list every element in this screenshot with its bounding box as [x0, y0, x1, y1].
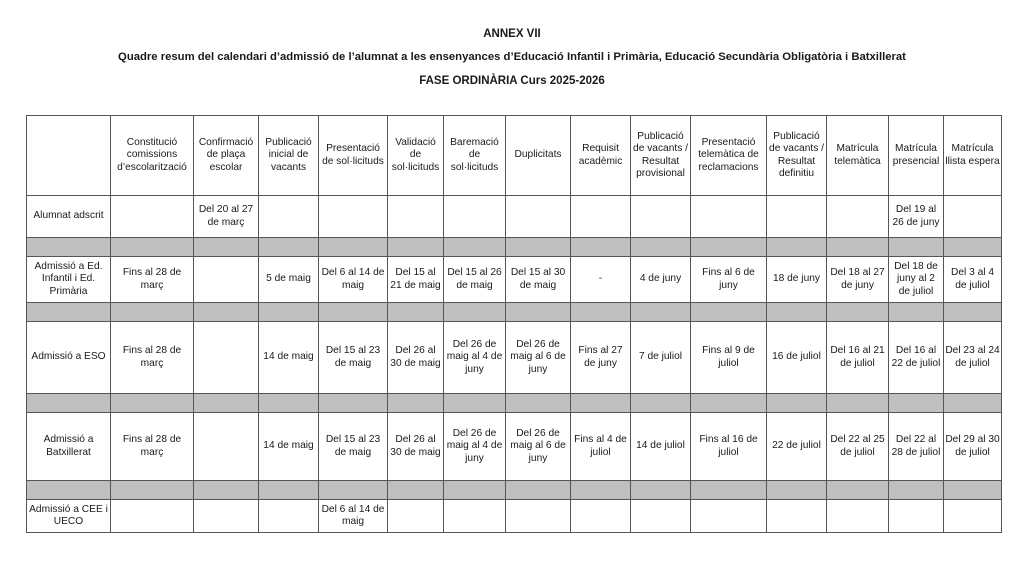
table-cell — [767, 196, 827, 238]
table-cell — [631, 500, 691, 533]
separator-cell — [194, 394, 259, 413]
table-cell: - — [571, 257, 631, 303]
separator-cell — [27, 238, 111, 257]
column-header: Duplicitats — [506, 116, 571, 196]
row-label: Admissió a ESO — [27, 322, 111, 394]
separator-cell — [827, 481, 889, 500]
column-header: Constitució comissions d’escolarització — [111, 116, 194, 196]
separator-row — [27, 238, 1002, 257]
separator-cell — [259, 238, 319, 257]
table-cell — [111, 500, 194, 533]
table-cell: Del 26 al 30 de maig — [388, 413, 444, 481]
table-cell — [388, 196, 444, 238]
row-label: Admissió a CEE i UECO — [27, 500, 111, 533]
separator-cell — [571, 481, 631, 500]
separator-cell — [767, 303, 827, 322]
table-cell: Del 15 al 23 de maig — [319, 322, 388, 394]
separator-row — [27, 394, 1002, 413]
table-cell: 7 de juliol — [631, 322, 691, 394]
table-cell — [194, 500, 259, 533]
table-cell — [571, 500, 631, 533]
table-cell — [506, 196, 571, 238]
table-cell: Del 19 al 26 de juny — [889, 196, 944, 238]
table-cell: Del 22 al 28 de juliol — [889, 413, 944, 481]
table-cell: Fins al 28 de març — [111, 413, 194, 481]
separator-cell — [388, 303, 444, 322]
separator-cell — [194, 303, 259, 322]
separator-cell — [506, 481, 571, 500]
separator-row — [27, 303, 1002, 322]
separator-cell — [631, 481, 691, 500]
table-cell: Fins al 16 de juliol — [691, 413, 767, 481]
table-cell — [388, 500, 444, 533]
table-cell — [889, 500, 944, 533]
table-cell — [827, 196, 889, 238]
separator-cell — [506, 394, 571, 413]
separator-cell — [259, 303, 319, 322]
separator-cell — [767, 238, 827, 257]
separator-cell — [444, 303, 506, 322]
separator-cell — [571, 238, 631, 257]
separator-cell — [571, 303, 631, 322]
separator-cell — [944, 303, 1002, 322]
separator-cell — [944, 238, 1002, 257]
table-cell — [506, 500, 571, 533]
table-cell: 16 de juliol — [767, 322, 827, 394]
separator-cell — [111, 481, 194, 500]
separator-cell — [194, 481, 259, 500]
separator-cell — [27, 481, 111, 500]
separator-cell — [506, 303, 571, 322]
table-cell: Del 26 al 30 de maig — [388, 322, 444, 394]
header-row — [27, 116, 1002, 196]
separator-cell — [631, 238, 691, 257]
separator-cell — [889, 481, 944, 500]
table-cell: Del 6 al 14 de maig — [319, 500, 388, 533]
table-cell: Del 20 al 27 de març — [194, 196, 259, 238]
separator-cell — [691, 303, 767, 322]
table-cell — [944, 196, 1002, 238]
column-header: Requisit acadèmic — [571, 116, 631, 196]
separator-cell — [444, 238, 506, 257]
table-cell: 14 de juliol — [631, 413, 691, 481]
row-label: Alumnat adscrit — [27, 196, 111, 238]
table-cell: Del 22 al 25 de juliol — [827, 413, 889, 481]
separator-cell — [319, 238, 388, 257]
table-cell — [444, 500, 506, 533]
table-cell — [259, 196, 319, 238]
separator-row — [27, 481, 1002, 500]
column-header: Presentació de sol·licituds — [319, 116, 388, 196]
table-cell: Del 23 al 24 de juliol — [944, 322, 1002, 394]
table-cell — [444, 196, 506, 238]
separator-cell — [27, 303, 111, 322]
column-header: Matrícula telemàtica — [827, 116, 889, 196]
separator-cell — [827, 238, 889, 257]
document-subtitle: Quadre resum del calendari d’admissió de l’alumnat a les ensenyances d’Educació Infantil i Primària, Educació Secundària Obligatòria i Batxillerat — [118, 51, 906, 63]
separator-cell — [27, 394, 111, 413]
phase-title: FASE ORDINÀRIA Curs 2025-2026 — [419, 75, 605, 87]
table-cell — [571, 196, 631, 238]
admission-calendar-table — [26, 115, 1002, 533]
column-header: Matrícula llista espera — [944, 116, 1002, 196]
separator-cell — [388, 481, 444, 500]
separator-cell — [691, 238, 767, 257]
table-cell: Del 16 al 22 de juliol — [889, 322, 944, 394]
separator-cell — [111, 394, 194, 413]
table-cell: Del 26 de maig al 4 de juny — [444, 413, 506, 481]
separator-cell — [889, 238, 944, 257]
table-cell: Del 18 de juny al 2 de juliol — [889, 257, 944, 303]
table-cell: 22 de juliol — [767, 413, 827, 481]
table-cell — [111, 196, 194, 238]
table-cell: 4 de juny — [631, 257, 691, 303]
separator-cell — [444, 394, 506, 413]
separator-cell — [691, 481, 767, 500]
row-label: Admissió a Batxillerat — [27, 413, 111, 481]
table-cell: Fins al 4 de juliol — [571, 413, 631, 481]
separator-cell — [259, 481, 319, 500]
table-cell — [691, 196, 767, 238]
annex-title: ANNEX VII — [483, 28, 541, 40]
table-cell — [827, 500, 889, 533]
table-cell: Del 26 de maig al 4 de juny — [444, 322, 506, 394]
table-cell: 18 de juny — [767, 257, 827, 303]
table-cell: Del 18 al 27 de juny — [827, 257, 889, 303]
separator-cell — [388, 238, 444, 257]
separator-cell — [319, 481, 388, 500]
table-cell: Del 15 al 26 de maig — [444, 257, 506, 303]
separator-cell — [194, 238, 259, 257]
table-cell — [194, 413, 259, 481]
table-row — [27, 500, 1002, 533]
column-header: Validació de sol·licituds — [388, 116, 444, 196]
table-cell — [259, 500, 319, 533]
separator-cell — [691, 394, 767, 413]
column-header: Matrícula presencial — [889, 116, 944, 196]
table-cell: Del 15 al 23 de maig — [319, 413, 388, 481]
separator-cell — [388, 394, 444, 413]
separator-cell — [944, 394, 1002, 413]
table-cell: 14 de maig — [259, 413, 319, 481]
column-header: Confirmació de plaça escolar — [194, 116, 259, 196]
table-cell: 5 de maig — [259, 257, 319, 303]
separator-cell — [111, 303, 194, 322]
table-row — [27, 196, 1002, 238]
separator-cell — [767, 481, 827, 500]
table-row — [27, 413, 1002, 481]
table-row — [27, 322, 1002, 394]
table-cell — [944, 500, 1002, 533]
table-cell — [319, 196, 388, 238]
table-cell: Fins al 27 de juny — [571, 322, 631, 394]
separator-cell — [889, 394, 944, 413]
separator-cell — [827, 394, 889, 413]
table-cell: Del 26 de maig al 6 de juny — [506, 322, 571, 394]
table-cell — [691, 500, 767, 533]
separator-cell — [889, 303, 944, 322]
separator-cell — [444, 481, 506, 500]
column-header: Publicació inicial de vacants — [259, 116, 319, 196]
table-cell: Fins al 9 de juliol — [691, 322, 767, 394]
separator-cell — [944, 481, 1002, 500]
separator-cell — [319, 394, 388, 413]
table-cell: Del 15 al 30 de maig — [506, 257, 571, 303]
table-cell: Del 6 al 14 de maig — [319, 257, 388, 303]
table-cell: Fins al 28 de març — [111, 322, 194, 394]
table-cell: Fins al 6 de juny — [691, 257, 767, 303]
separator-cell — [506, 238, 571, 257]
table-cell — [194, 257, 259, 303]
table-cell: Del 15 al 21 de maig — [388, 257, 444, 303]
column-header: Baremació de sol·licituds — [444, 116, 506, 196]
separator-cell — [111, 238, 194, 257]
separator-cell — [571, 394, 631, 413]
row-label: Admissió a Ed. Infantil i Ed. Primària — [27, 257, 111, 303]
separator-cell — [767, 394, 827, 413]
separator-cell — [319, 303, 388, 322]
table-cell — [767, 500, 827, 533]
separator-cell — [259, 394, 319, 413]
table-cell: Del 26 de maig al 6 de juny — [506, 413, 571, 481]
table-cell: Fins al 28 de març — [111, 257, 194, 303]
column-header: Presentació telemàtica de reclamacions — [691, 116, 767, 196]
separator-cell — [827, 303, 889, 322]
column-header: Publicació de vacants / Resultat provisional — [631, 116, 691, 196]
table-cell — [631, 196, 691, 238]
table-cell: Del 3 al 4 de juliol — [944, 257, 1002, 303]
separator-cell — [631, 303, 691, 322]
table-row — [27, 257, 1002, 303]
separator-cell — [631, 394, 691, 413]
table-cell — [194, 322, 259, 394]
column-header: Publicació de vacants / Resultat definitiu — [767, 116, 827, 196]
table-cell: Del 29 al 30 de juliol — [944, 413, 1002, 481]
header-corner-cell — [27, 116, 111, 196]
table-cell: 14 de maig — [259, 322, 319, 394]
table-cell: Del 16 al 21 de juliol — [827, 322, 889, 394]
